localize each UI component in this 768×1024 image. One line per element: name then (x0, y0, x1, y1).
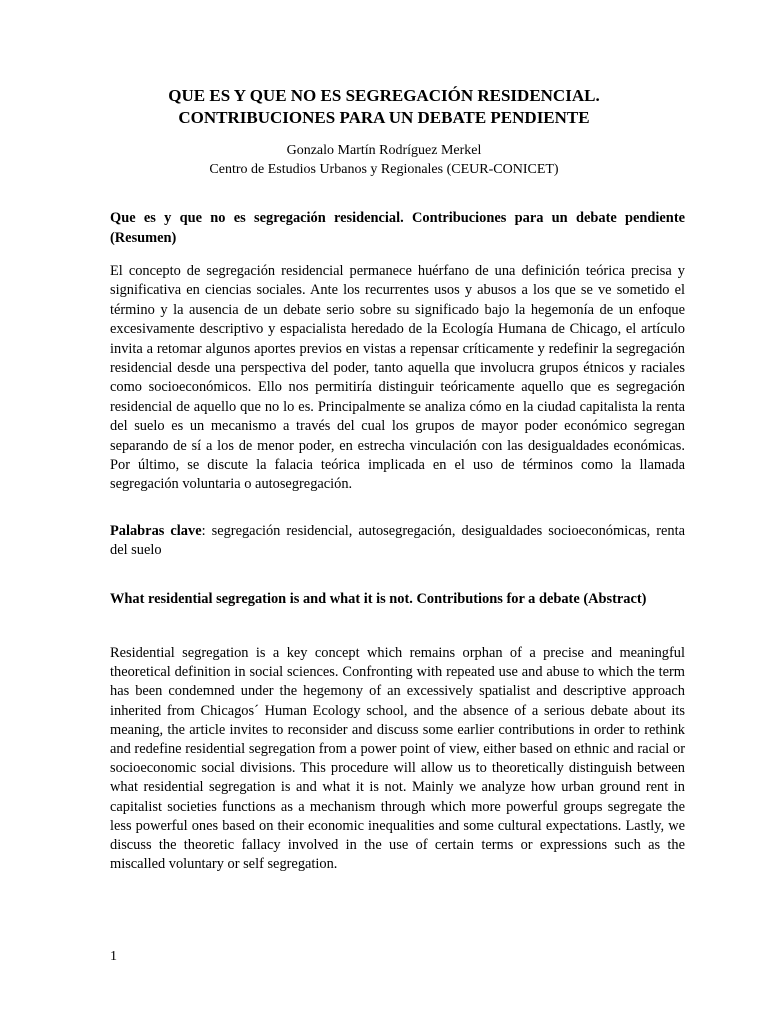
keywords-text: : segregación residencial, autosegregación, desigualdades socioeconómicas, renta del suelo (110, 523, 685, 559)
resumen-heading: Que es y que no es segregación residencial. Contribuciones para un debate pendiente (Resumen) (110, 210, 685, 246)
author-block (0, 141, 768, 179)
title-line-1: QUE ES Y QUE NO ES SEGREGACIÓN RESIDENCIAL. (168, 86, 600, 105)
title-line-2: CONTRIBUCIONES PARA UN DEBATE PENDIENTE (178, 108, 590, 127)
abstract-body: Residential segregation is a key concept which remains orphan of a precise and meaningful theoretical definition in social sciences. Confronting with repeated use and abuse to which the term has been condemned under the hegemony of an excessively spatialist and descriptive approach inherited from Chicagos´ Human Ecology school, and the absence of a serious debate about its meaning, the article invites to reconsider and discuss some earlier contributions in order to rethink and redefine residential segregation from a power point of view, either based on ethnic and racial or socioeconomic social divisions. This procedure will allow us to theoretically distinguish between what residential segregation is and what it is not. Mainly we analyze how urban ground rent in capitalist societies functions as a mechanism through which more powerful groups segregate the less powerful ones based on their economic inequalities and some cultural expectations. Lastly, we discuss the theoretic fallacy involved in the use of certain terms or expressions such as the miscalled voluntary or self segregation. (110, 645, 685, 873)
page-number: 1 (110, 949, 117, 964)
keywords-label: Palabras clave (110, 523, 202, 539)
abstract-heading: What residential segregation is and what it is not. Contributions for a debate (Abstract) (110, 591, 647, 607)
author-affiliation: Centro de Estudios Urbanos y Regionales (CEUR-CONICET) (209, 162, 559, 177)
author-name: Gonzalo Martín Rodríguez Merkel (286, 143, 482, 158)
keywords-paragraph (110, 522, 685, 561)
paper-title (0, 85, 768, 129)
resumen-body: El concepto de segregación residencial permanece huérfano de una definición teórica precisa y significativa en ciencias sociales. Ante los recurrentes usos y abusos a los que se ve sometido el término y la ausencia de un debate serio sobre su significado bajo la hegemonía de un enfoque excesivamente descriptivo y espacialista heredado de la Ecología Humana de Chicago, el artículo invita a retomar algunos aportes previos en vistas a repensar críticamente y redefinir la segregación residencial desde una perspectiva del poder, tanto aquella que involucra grupos étnicos y raciales como socioeconómicos. Ello nos permitiría distinguir teóricamente aquello que es segregación residencial de aquello que no lo es. Principalmente se analiza cómo en la ciudad capitalista la renta del suelo es un mecanismo a través del cual los grupos de mayor poder económico segregan separando de sí a los de menor poder, en estrecha vinculación con las desigualdades económicas. Por último, se discute la falacia teórica implicada en el uso de términos como la llamada segregación voluntaria o autosegregación. (110, 263, 685, 493)
